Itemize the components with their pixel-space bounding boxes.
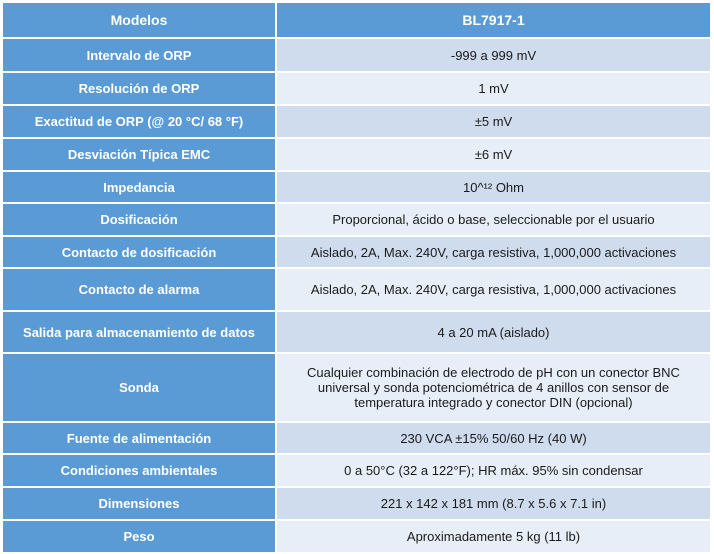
table-row bbox=[2, 311, 711, 353]
row-value-environment: 0 a 50°C (32 a 122°F); HR máx. 95% sin condensar bbox=[276, 454, 711, 487]
row-value-power-supply: 230 VCA ±15% 50/60 Hz (40 W) bbox=[276, 422, 711, 454]
row-label-emc-deviation: Desviación Típica EMC bbox=[2, 138, 276, 171]
row-label-data-output: Salida para almacenamiento de datos bbox=[2, 311, 276, 353]
row-label-power-supply: Fuente de alimentación bbox=[2, 422, 276, 454]
row-value-dosing-contact: Aislado, 2A, Max. 240V, carga resistiva, 1,000,000 activaciones bbox=[276, 236, 711, 268]
row-label-alarm-contact: Contacto de alarma bbox=[2, 268, 276, 311]
row-value-emc-deviation: ±6 mV bbox=[276, 138, 711, 171]
row-label-dosing-contact: Contacto de dosificación bbox=[2, 236, 276, 268]
table-row bbox=[2, 203, 711, 236]
table-row bbox=[2, 422, 711, 454]
row-value-weight: Aproximadamente 5 kg (11 lb) bbox=[276, 520, 711, 553]
table-row bbox=[2, 487, 711, 520]
table-row bbox=[2, 38, 711, 72]
row-value-orp-accuracy: ±5 mV bbox=[276, 105, 711, 138]
table-row bbox=[2, 268, 711, 311]
row-label-weight: Peso bbox=[2, 520, 276, 553]
table-row bbox=[2, 454, 711, 487]
models-header-label: Modelos bbox=[2, 2, 276, 38]
row-value-orp-resolution: 1 mV bbox=[276, 72, 711, 105]
table-row bbox=[2, 353, 711, 422]
row-label-dosing: Dosificación bbox=[2, 203, 276, 236]
row-label-impedance: Impedancia bbox=[2, 171, 276, 203]
row-value-data-output: 4 a 20 mA (aislado) bbox=[276, 311, 711, 353]
row-label-probe: Sonda bbox=[2, 353, 276, 422]
row-label-environment: Condiciones ambientales bbox=[2, 454, 276, 487]
row-value-dimensions: 221 x 142 x 181 mm (8.7 x 5.6 x 7.1 in) bbox=[276, 487, 711, 520]
table-row bbox=[2, 72, 711, 105]
table-row bbox=[2, 171, 711, 203]
table-row bbox=[2, 520, 711, 553]
table-row bbox=[2, 236, 711, 268]
table-header-row bbox=[2, 2, 711, 38]
row-label-orp-range: Intervalo de ORP bbox=[2, 38, 276, 72]
model-number-header: BL7917-1 bbox=[276, 2, 711, 38]
row-label-orp-resolution: Resolución de ORP bbox=[2, 72, 276, 105]
spec-table bbox=[1, 1, 712, 554]
table-row bbox=[2, 138, 711, 171]
row-value-impedance: 10^¹² Ohm bbox=[276, 171, 711, 203]
row-value-orp-range: -999 a 999 mV bbox=[276, 38, 711, 72]
row-value-dosing: Proporcional, ácido o base, seleccionable por el usuario bbox=[276, 203, 711, 236]
row-value-alarm-contact: Aislado, 2A, Max. 240V, carga resistiva, 1,000,000 activaciones bbox=[276, 268, 711, 311]
row-label-orp-accuracy: Exactitud de ORP (@ 20 °C/ 68 °F) bbox=[2, 105, 276, 138]
table-row bbox=[2, 105, 711, 138]
row-value-probe: Cualquier combinación de electrodo de pH con un conector BNC universal y sonda potenciométrica de 4 anillos con sensor de temperatura integrado y conector DIN (opcional) bbox=[276, 353, 711, 422]
row-label-dimensions: Dimensiones bbox=[2, 487, 276, 520]
